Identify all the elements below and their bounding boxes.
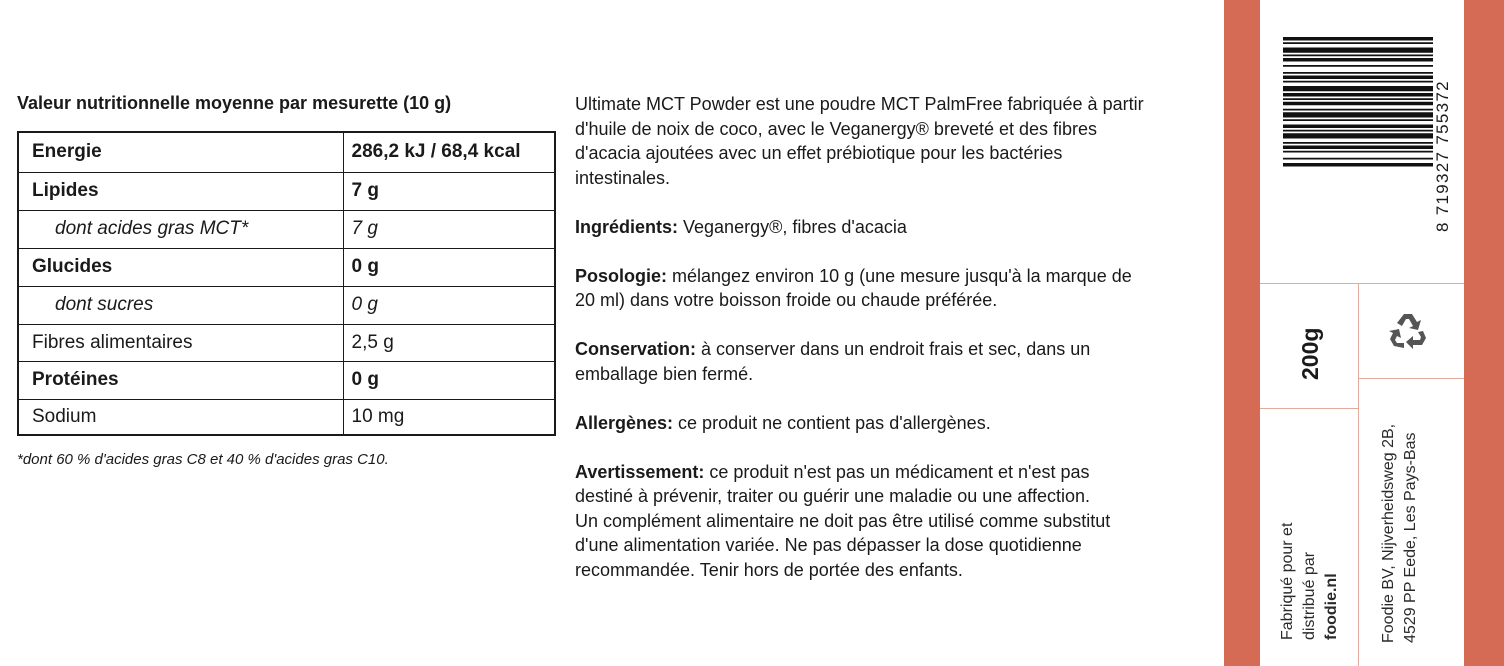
nutrient-label: Protéines bbox=[18, 361, 343, 399]
table-row bbox=[18, 132, 555, 172]
table-row bbox=[18, 361, 555, 399]
barcode-bar bbox=[1283, 109, 1433, 111]
ingredients-paragraph bbox=[575, 215, 1215, 240]
intro-line: intestinales. bbox=[575, 167, 671, 188]
table-row bbox=[18, 172, 555, 210]
storage-text: emballage bien fermé. bbox=[575, 363, 754, 384]
nutrient-label: Fibres alimentaires bbox=[18, 324, 343, 361]
nutrient-value: 0 g bbox=[343, 286, 555, 324]
barcode-bar bbox=[1283, 125, 1433, 129]
allergens-label: Allergènes: bbox=[575, 412, 674, 433]
nutrition-table bbox=[17, 131, 556, 436]
barcode-bar bbox=[1283, 58, 1433, 62]
product-description bbox=[575, 92, 1215, 607]
nutrient-label: Energie bbox=[18, 132, 343, 172]
barcode-bar bbox=[1283, 48, 1433, 53]
barcode-bar bbox=[1283, 151, 1433, 153]
barcode-number: 8 719327 755372 bbox=[1433, 80, 1452, 232]
allergens-paragraph bbox=[575, 411, 1215, 436]
nutrient-label: Lipides bbox=[18, 172, 343, 210]
barcode-bar bbox=[1283, 102, 1433, 106]
net-weight: 200g bbox=[1297, 327, 1323, 380]
barcode-bar bbox=[1283, 65, 1433, 67]
barcode-bar bbox=[1283, 112, 1433, 117]
warning-text: d'une alimentation variée. Ne pas dépasser la dose quotidienne bbox=[575, 535, 1082, 555]
nutrient-value: 0 g bbox=[343, 248, 555, 286]
storage-text: à conserver dans un endroit frais et sec, dans un bbox=[696, 339, 1091, 359]
barcode-bar bbox=[1283, 76, 1433, 80]
nutrient-label: dont sucres bbox=[18, 286, 343, 324]
storage-label: Conservation: bbox=[575, 339, 697, 359]
barcode-bar bbox=[1283, 55, 1433, 57]
nutrient-label: dont acides gras MCT* bbox=[18, 210, 343, 248]
divider bbox=[1358, 378, 1464, 379]
accent-stripe-left bbox=[1224, 0, 1260, 666]
warning-paragraph bbox=[575, 460, 1215, 583]
nutrient-label: Glucides bbox=[18, 248, 343, 286]
nutrient-value: 10 mg bbox=[343, 399, 555, 435]
table-row bbox=[18, 248, 555, 286]
barcode-bar bbox=[1283, 163, 1433, 167]
warning-text: recommandée. Tenir hors de portée des enfants. bbox=[575, 559, 963, 580]
barcode-bar bbox=[1283, 158, 1433, 160]
accent-stripe-right bbox=[1464, 0, 1504, 666]
nutrient-label: Sodium bbox=[18, 399, 343, 435]
barcode-bar bbox=[1283, 81, 1433, 83]
posology-text: mélangez environ 10 g (une mesure jusqu'à la marque de bbox=[667, 265, 1132, 286]
recycle-icon bbox=[1388, 311, 1428, 351]
intro-line: Ultimate MCT Powder est une poudre MCT PalmFree fabriquée à partir bbox=[575, 94, 1144, 114]
nutrition-title: Valeur nutritionnelle moyenne par mesurette (10 g) bbox=[17, 93, 452, 113]
nutrient-value: 7 g bbox=[343, 210, 555, 248]
barcode-bar bbox=[1283, 98, 1433, 100]
warning-text: Un complément alimentaire ne doit pas être utilisé comme substitut bbox=[575, 510, 1111, 531]
warning-label: Avertissement: bbox=[575, 461, 705, 482]
barcode-bar bbox=[1283, 37, 1433, 41]
intro-line: d'acacia ajoutées avec un effet prébiotique pour les bactéries bbox=[575, 143, 1063, 163]
barcode-bar bbox=[1283, 119, 1433, 121]
ingredients-text: Veganergy®, fibres d'acacia bbox=[678, 216, 907, 237]
nutrient-value: 2,5 g bbox=[343, 324, 555, 361]
intro-paragraph bbox=[575, 92, 1215, 190]
maker-brand: foodie.nl bbox=[1323, 573, 1340, 640]
table-row bbox=[18, 210, 555, 248]
barcode-bar bbox=[1283, 130, 1433, 132]
warning-text: destiné à prévenir, traiter ou guérir une maladie ou une affection. bbox=[575, 486, 1090, 506]
barcode-icon bbox=[1283, 37, 1433, 209]
barcode-bar bbox=[1283, 93, 1433, 97]
warning-text: ce produit n'est pas un médicament et n'est pas bbox=[704, 461, 1090, 482]
nutrient-value: 7 g bbox=[343, 172, 555, 210]
maker-line: Fabriqué pour et bbox=[1279, 522, 1296, 640]
ingredients-label: Ingrédients: bbox=[575, 216, 679, 237]
nutrient-value: 286,2 kJ / 68,4 kcal bbox=[343, 132, 555, 172]
address-line: Foodie BV, Nijverheidsweg 2B, bbox=[1380, 423, 1397, 643]
barcode-bar bbox=[1283, 72, 1433, 74]
maker-line: distribué par bbox=[1301, 551, 1318, 640]
table-row bbox=[18, 399, 555, 435]
allergens-text: ce produit ne contient pas d'allergènes. bbox=[673, 412, 991, 433]
storage-paragraph bbox=[575, 337, 1215, 386]
nutrient-value: 0 g bbox=[343, 361, 555, 399]
barcode-bar bbox=[1283, 142, 1433, 144]
posology-label: Posologie: bbox=[575, 265, 668, 286]
address-line: 4529 PP Eede, Les Pays-Bas bbox=[1402, 432, 1419, 643]
manufacturer-address bbox=[1378, 424, 1422, 643]
divider bbox=[1260, 283, 1464, 284]
barcode-bar bbox=[1283, 86, 1433, 91]
posology-paragraph bbox=[575, 264, 1215, 313]
barcode-bar bbox=[1283, 146, 1433, 150]
intro-line: d'huile de noix de coco, avec le Veganergy® breveté et des fibres bbox=[575, 118, 1098, 139]
posology-text: 20 ml) dans votre boisson froide ou chaude préférée. bbox=[575, 290, 998, 310]
barcode-bar bbox=[1283, 133, 1433, 138]
nutrition-footnote: *dont 60 % d'acides gras C8 et 40 % d'acides gras C10. bbox=[17, 451, 389, 468]
manufacturer-info bbox=[1277, 523, 1343, 640]
divider bbox=[1260, 408, 1358, 409]
divider bbox=[1358, 283, 1359, 666]
table-row bbox=[18, 286, 555, 324]
table-row bbox=[18, 324, 555, 361]
barcode-bar bbox=[1283, 42, 1433, 44]
